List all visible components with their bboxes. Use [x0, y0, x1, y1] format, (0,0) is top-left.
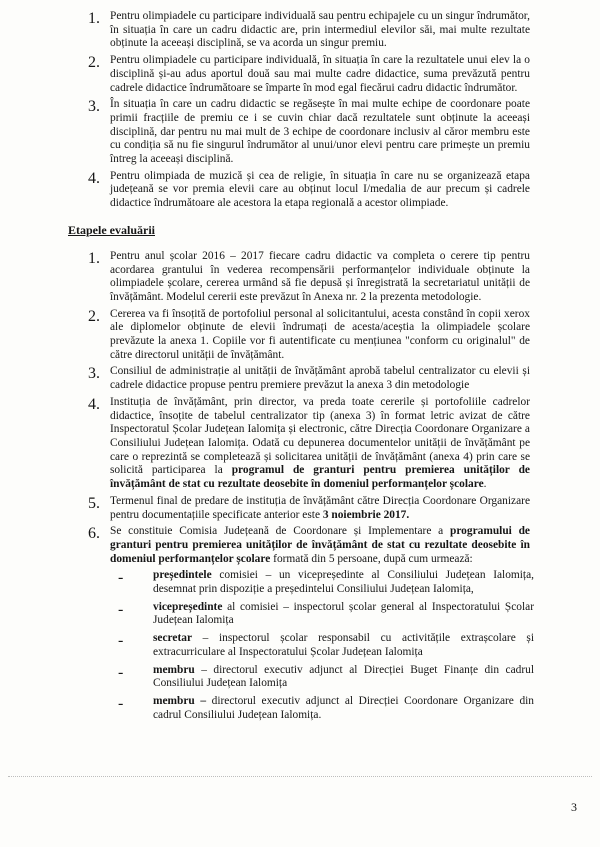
- list-item: [0, 308, 600, 363]
- member-role: secretar: [153, 632, 192, 645]
- item-number: 6.: [88, 525, 100, 543]
- item-text: În situația în care un cadru didactic se regăsește în mai multe echipe de coordonare poate primii fracțiile de premiu ce i se cuvin chiar dacă rezultatele sunt obținute la aceeași disciplină, dar pentru nu mai mult de 3 echipe de coordonare inclusiv al căror membru este cu condiția să nu fie singurul îndrumător al unui/unor elevi pentru care primește un premiu întreg la aceeași disciplină.: [110, 98, 530, 166]
- member-description: comisiei – un vicepreședinte al Consiliului Județean Ialomița, desemnat prin dispoziție a președintelui Consiliului Județean Ialomița,: [153, 569, 534, 596]
- member-text: [153, 601, 534, 628]
- page-content: [0, 10, 600, 726]
- item-bold-text: 3 noiembrie 2017.: [322, 508, 410, 521]
- footer-divider: [8, 776, 592, 777]
- list-item: [0, 495, 600, 522]
- item-text: Pentru olimpiadele cu participare individuală, în situația în care la rezultatele unui elev la o disciplină și-au adus aportul două sau mai multe cadre didactice, suma prevăzută pentru cadrele didactice îndrumătoare se împarte în mod egal fiecărui cadru didactic îndrumător.: [110, 54, 530, 94]
- list-item: [0, 365, 600, 392]
- item-text: [110, 308, 530, 363]
- member-description: al comisiei – inspectorul școlar general al Inspectoratului Școlar Județean Ialomița: [153, 600, 534, 627]
- item-number: 4.: [88, 169, 100, 187]
- item-number: 2.: [88, 307, 100, 325]
- item-text: [110, 495, 530, 522]
- item-text-part: Instituția de învățământ, prin director, va preda toate cererile și portofoliile cadrelor didactice, însoțite de tabelul centralizator tip (anexa 3) în format letric avizat de către Inspectoratul Școlar Județean Ialomița și electronic, către Direcția Coordonare Organizare a Consiliului Județean Ialomița. Odată cu depunerea documentelor unității de învățământ pe care o reprezintă se completează și solicitarea unității de învățământ (anexa 4) prin care se solicită participarea la: [110, 395, 530, 477]
- item-text: [110, 250, 530, 305]
- item-text: [110, 365, 530, 392]
- member-role: membru –: [153, 694, 207, 707]
- dash-bullet: -: [118, 632, 124, 650]
- premium-rules-list: [0, 10, 600, 211]
- member-role: membru: [153, 663, 195, 676]
- member-text: [153, 695, 534, 722]
- dash-bullet: -: [118, 569, 124, 587]
- list-item: [0, 170, 600, 211]
- dash-bullet: -: [118, 694, 124, 712]
- item-number: 1.: [88, 10, 100, 27]
- commission-member: [0, 632, 600, 659]
- list-item: [0, 396, 600, 492]
- item-text: Pentru olimpiada de muzică și cea de religie, în situația în care nu se organizează etapa județeană se vor premia elevii care au obținut locul I/medalia de aur precum și cadrele didactice îndrumătoare ale acestora la etapa regională a acestor olimpiade.: [110, 169, 530, 210]
- list-item: [0, 10, 600, 51]
- commission-members-list: [0, 569, 600, 722]
- commission-member: [0, 569, 600, 596]
- item-text-part: Consiliul de administrație al unității de învățământ aprobă tabelul centralizator cu elevii și cadrele didactice propuse pentru premiere prevăzut la anexa 3 din metodologie: [110, 365, 530, 392]
- item-bold-text: programului de granturi pentru premierea unităților de învățământ de stat cu rezultate deosebite în domeniul performanțelor școlare: [110, 525, 530, 565]
- item-bold-text: programul de granturi pentru premierea unităților de învățământ de stat cu rezultate deosebite în domeniul performanțelor școlare: [110, 464, 530, 491]
- item-text-part: Cererea va fi însoțită de portofoliul personal al solicitantului, acesta constând în copii xerox ale diplomelor obținute de elevii îndrumați de acesta/aceștia la olimpiadele școlare prevăzute la anexa 1. Copiile vor fi autentificate cu mențiunea "conform cu originalul" de către directorul unității de învățământ.: [110, 307, 530, 361]
- list-item: [0, 54, 600, 95]
- list-item: [0, 98, 600, 167]
- item-number: 3.: [88, 365, 100, 383]
- member-role: vicepreședinte: [153, 600, 223, 613]
- item-text-part: Pentru anul școlar 2016 – 2017 fiecare cadru didactic va completa o cerere tip pentru acordarea grantului în vederea recompensării performanțelor individuale obținute la olimpiadele școlare, cererea urmând să fie depusă și înregistrată la secretariatul unității de învățământ. Modelul cererii este prevăzut în Anexa nr. 2 la prezenta metodologie.: [110, 249, 530, 303]
- commission-member: [0, 695, 600, 722]
- item-text-part: .: [483, 478, 487, 491]
- member-text: [153, 569, 534, 596]
- member-description: – directorul executiv adjunct al Direcției Buget Finanțe din cadrul Consiliului Județean Ialomița: [153, 663, 534, 690]
- item-text: [110, 396, 530, 492]
- list-item: [0, 250, 600, 305]
- item-text: [110, 525, 530, 566]
- item-text: Pentru olimpiadele cu participare individuală sau pentru echipajele cu un singur îndrumător, în situația în care un cadru didactic are, prin intermediul elevilor săi, mai multe rezultate obținute la aceeași disciplină, se va acorda un singur premiu.: [110, 10, 530, 50]
- item-number: 5.: [88, 494, 100, 512]
- section-heading: Etapele evaluării: [68, 222, 155, 237]
- item-text-part: Termenul final de predare de instituția de învățământ către Direcția Coordonare Organizare pentru documentațiile specificate anterior este: [110, 494, 530, 521]
- member-description: directorul executiv adjunct al Direcției Coordonare Organizare din cadrul Consiliului Județean Ialomița.: [153, 694, 534, 721]
- member-text: [153, 632, 534, 659]
- member-role: președintele: [153, 569, 212, 582]
- dash-bullet: -: [118, 663, 124, 681]
- dash-bullet: -: [118, 600, 124, 618]
- item-text-part: formată din 5 persoane, după cum urmează:: [270, 552, 473, 565]
- item-number: 2.: [88, 54, 100, 72]
- item-text-part: Se constituie Comisia Județeană de Coordonare și Implementare a: [110, 525, 450, 538]
- item-number: 3.: [88, 98, 100, 116]
- evaluation-steps-list: [0, 250, 600, 566]
- commission-member: [0, 664, 600, 691]
- commission-member: [0, 601, 600, 628]
- member-description: – inspectorul școlar responsabil cu activitățile extrașcolare și extracurriculare al Inspectoratului Școlar Județean Ialomița: [153, 632, 534, 658]
- item-number: 4.: [88, 395, 100, 413]
- list-item: [0, 525, 600, 566]
- member-text: [153, 664, 534, 691]
- page-number: 3: [571, 800, 577, 814]
- item-number: 1.: [88, 249, 100, 267]
